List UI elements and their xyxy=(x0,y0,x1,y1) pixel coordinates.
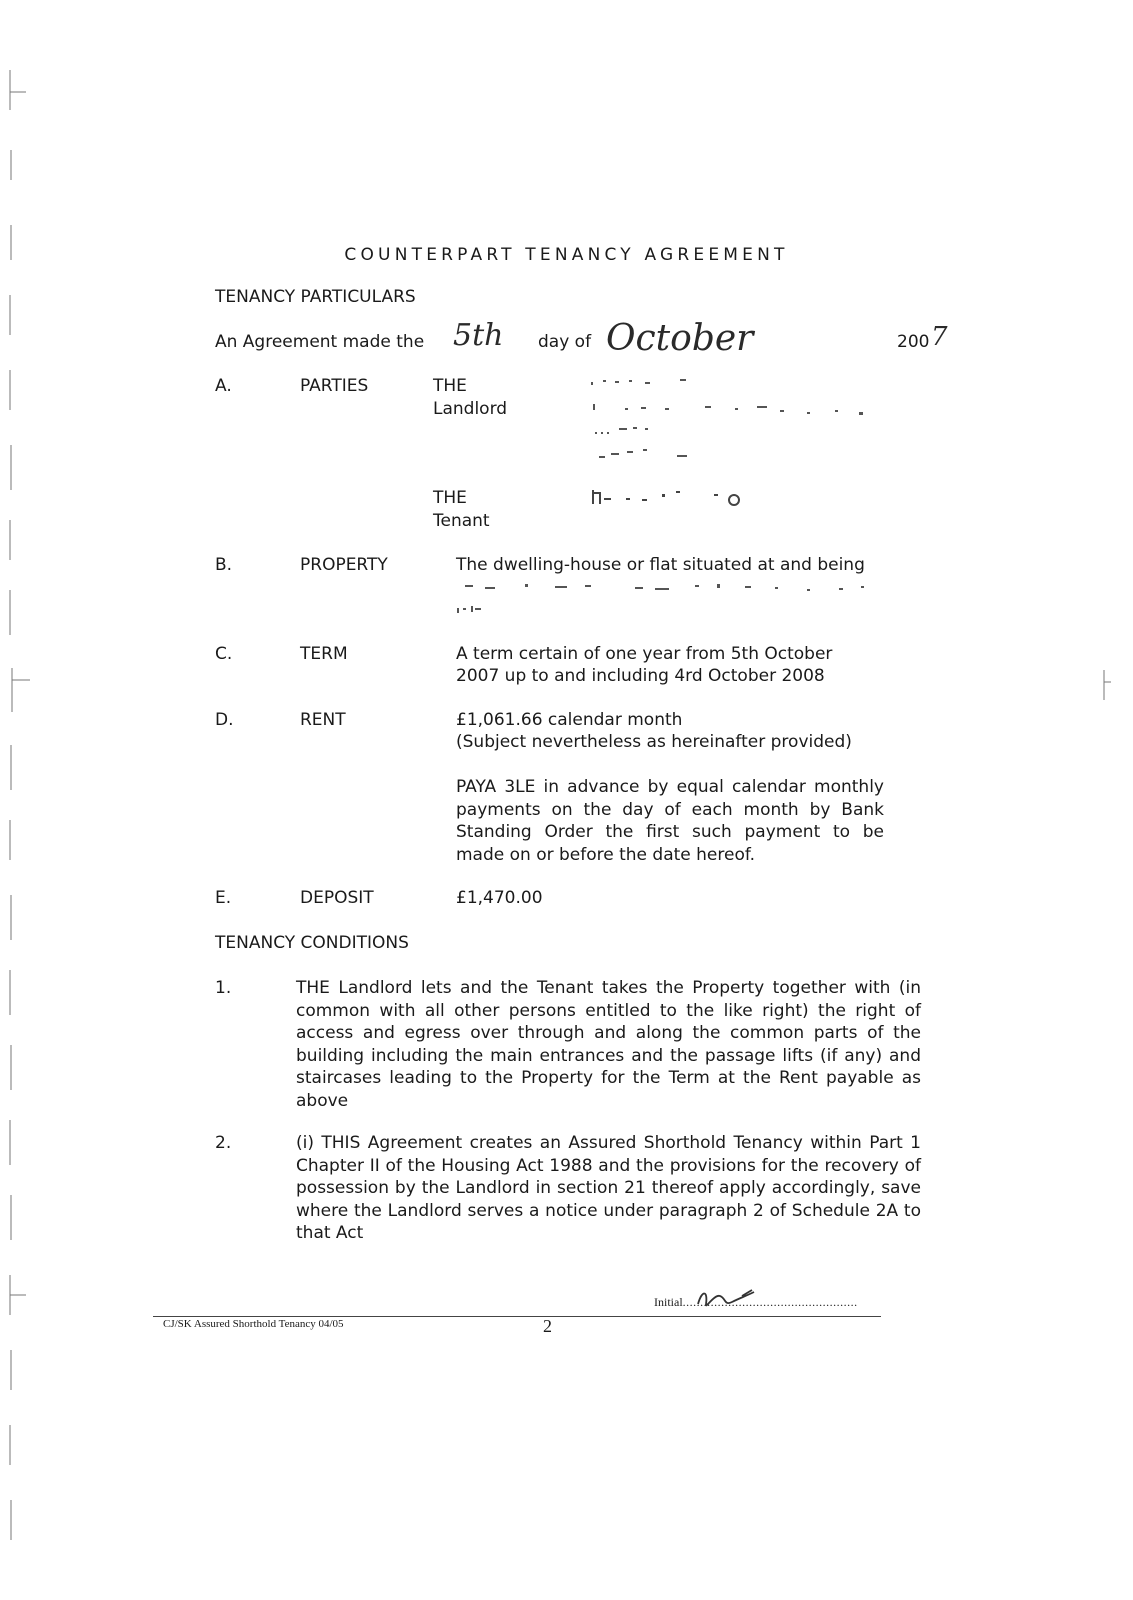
redacted-landlord-details xyxy=(585,372,885,467)
term-text-line1: A term certain of one year from 5th October xyxy=(456,644,833,664)
page-number: 2 xyxy=(543,1316,552,1336)
initial-signature-scribble xyxy=(694,1286,764,1312)
tenant-label-line1: THE xyxy=(433,488,467,508)
condition-text: THE Landlord lets and the Tenant takes the Property together with (in common with all other persons entitled to the like right) the right of access and egress over through and along the common parts of the building including the main entrances and the passage lifts (if any) and staircases leading to the Property for the Term at the Rent payable as above xyxy=(296,978,921,1111)
tenant-label-line2: Tenant xyxy=(433,511,490,531)
condition-number: 1. xyxy=(215,978,232,998)
item-heading-rent: RENT xyxy=(300,710,346,730)
document-reference: CJ/SK Assured Shorthold Tenancy 04/05 xyxy=(163,1318,344,1330)
handwritten-month: October xyxy=(606,318,754,359)
item-letter-e: E. xyxy=(215,888,232,908)
item-heading-parties: PARTIES xyxy=(300,376,369,396)
item-letter-b: B. xyxy=(215,555,233,575)
tenancy-particulars-heading: TENANCY PARTICULARS xyxy=(215,287,416,307)
right-margin-mark xyxy=(1100,670,1112,700)
item-letter-c: C. xyxy=(215,644,233,664)
scan-margin-marks xyxy=(0,0,40,1600)
condition-text: (i) THIS Agreement creates an Assured Shorthold Tenancy within Part 1 Chapter II of the Housing Act 1988 and the provisions for the recovery of possession by the Landlord in section 21 thereof apply accordingly, save where the Landlord serves a notice under paragraph 2 of Schedule 2A to that Act xyxy=(296,1133,921,1244)
handwritten-day: 5th xyxy=(453,318,504,353)
initial-field: Initial.................................................. xyxy=(654,1295,858,1309)
deposit-amount: £1,470.00 xyxy=(456,888,543,908)
item-heading-property: PROPERTY xyxy=(300,555,388,575)
item-letter-a: A. xyxy=(215,376,232,396)
item-heading-term: TERM xyxy=(300,644,348,664)
rent-amount: £1,061.66 calendar month xyxy=(456,710,683,730)
tenancy-conditions-heading: TENANCY CONDITIONS xyxy=(215,933,409,953)
document-title: COUNTERPART TENANCY AGREEMENT xyxy=(344,245,789,265)
day-of-label: day of xyxy=(538,332,592,352)
landlord-label-line2: Landlord xyxy=(433,399,508,419)
term-text-line2: 2007 up to and including 4rd October 2008 xyxy=(456,666,825,686)
redacted-tenant-name xyxy=(590,484,750,514)
landlord-label-line1: THE xyxy=(433,376,467,396)
initial-label: Initial xyxy=(654,1295,683,1309)
year-printed: 200 xyxy=(897,332,930,352)
redacted-property-address xyxy=(455,578,885,618)
condition-number: 2. xyxy=(215,1133,232,1153)
item-heading-deposit: DEPOSIT xyxy=(300,888,374,908)
rent-proviso: (Subject nevertheless as hereinafter provided) xyxy=(456,732,852,752)
item-letter-d: D. xyxy=(215,710,234,730)
property-description: The dwelling-house or flat situated at and being xyxy=(456,555,865,575)
handwritten-year-digit: 7 xyxy=(931,322,948,352)
agreement-prefix: An Agreement made the xyxy=(215,332,425,352)
footer-rule xyxy=(153,1316,881,1317)
rent-payable-terms: PAYA 3LE in advance by equal calendar monthly payments on the day of each month by Bank Standing Order the first such payment to be made on or before the date hereof. xyxy=(456,777,884,865)
